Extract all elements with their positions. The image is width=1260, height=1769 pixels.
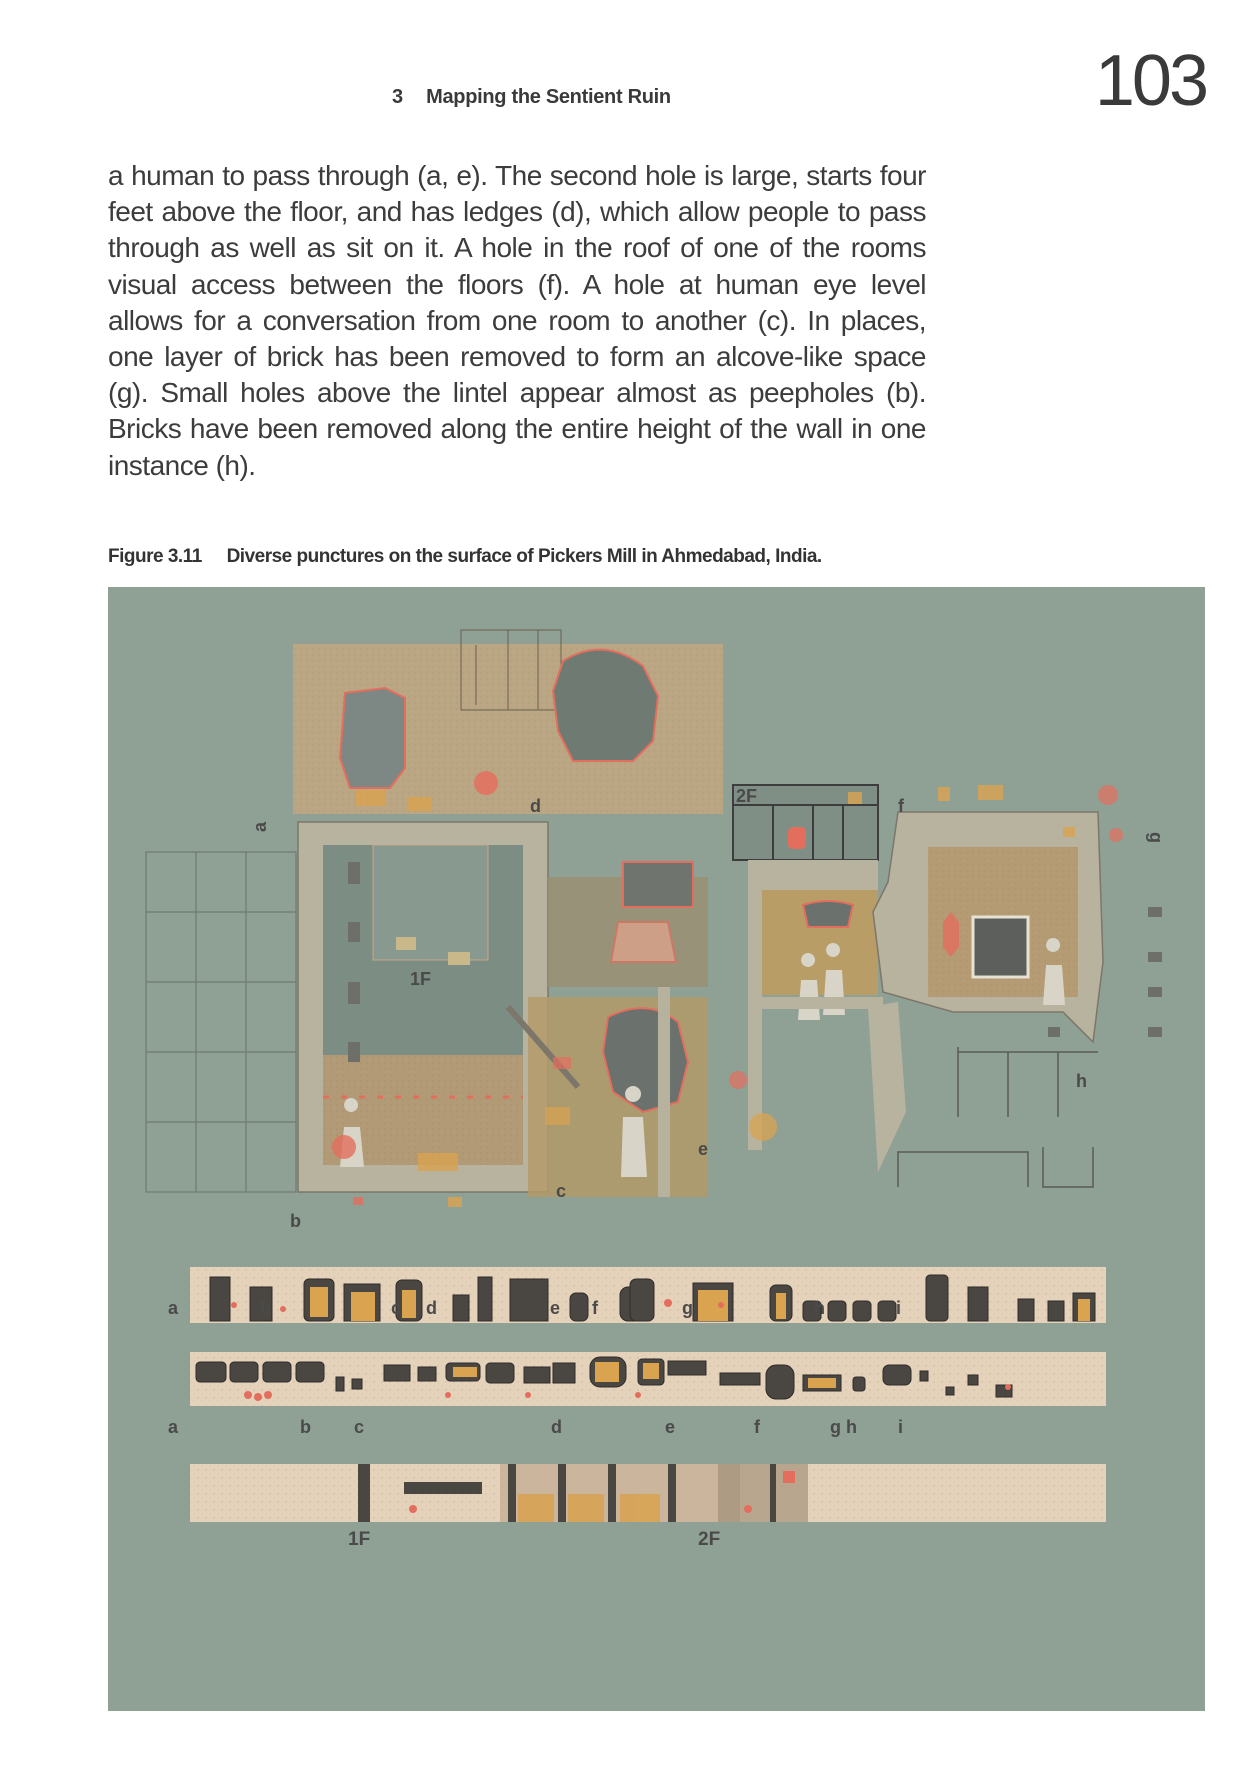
plan-label-c: c	[556, 1181, 567, 1201]
strip-2-tick-h: h	[846, 1417, 857, 1437]
plan-label-e: e	[698, 1139, 709, 1159]
elevation-strip-1	[190, 1267, 1106, 1335]
hole-photo-2	[553, 650, 658, 761]
strip-1-tick-b: b	[260, 1298, 271, 1318]
plan-label-g: g	[1146, 832, 1166, 843]
plan-label-f: f	[898, 796, 904, 816]
strip-1-tick-e: e	[550, 1298, 561, 1318]
figure-label: Figure 3.11	[108, 546, 202, 567]
strip-2-tick-f: f	[754, 1417, 760, 1437]
plan-label-2f: 2F	[736, 786, 758, 806]
strip-3-labels	[348, 1529, 720, 1550]
figure-caption	[108, 546, 822, 568]
elevation-strip-2	[190, 1352, 1106, 1406]
strip-2-tick-g: g	[830, 1417, 841, 1437]
strip-2-tick-a: a	[168, 1417, 179, 1437]
strip-1-tick-i: i	[896, 1298, 902, 1318]
strip-1-tick-a: a	[168, 1298, 179, 1318]
strip-2-tick-i: i	[898, 1417, 904, 1437]
chapter-number: 3	[392, 86, 403, 108]
grid-field	[146, 852, 296, 1192]
plan-label-1f: 1F	[410, 969, 432, 989]
figure-plan-illustration	[108, 587, 1205, 1711]
strip-2-tick-e: e	[665, 1417, 676, 1437]
strip-3-label-1f: 1F	[348, 1529, 371, 1550]
elevation-strip-3	[190, 1464, 1106, 1522]
strip-1-tick-f: f	[592, 1298, 598, 1318]
plan-label-h: h	[1076, 1071, 1087, 1091]
strip-2-tick-d: d	[551, 1417, 562, 1437]
strip-1-tick-c: c	[391, 1298, 402, 1318]
strip-2-labels	[168, 1417, 903, 1437]
building-right	[873, 812, 1103, 1187]
figure-svg	[108, 587, 1205, 1711]
floor-plan	[146, 630, 1166, 1231]
body-paragraph: a human to pass through (a, e). The second hole is large, starts four feet above the floor, and has ledges (d), which allow people to pass through as well as sit on it. A hole in the roof of one of the rooms visual access between the floors (f). A hole at human eye level allows for a conversation from one room to another (c). In places, one layer of brick has been removed to form an alcove-like space (g). Small holes above the lintel appear almost as peepholes (b). Bricks have been removed along the entire height of the wall in one instance (h).	[108, 160, 926, 481]
page-number: 103	[1094, 41, 1206, 121]
strip-3-label-2f: 2F	[698, 1529, 721, 1550]
plan-label-a: a	[250, 821, 270, 832]
strip-2-tick-c: c	[354, 1417, 365, 1437]
running-head	[392, 86, 671, 109]
chapter-title: Mapping the Sentient Ruin	[426, 86, 671, 108]
strip-2-tick-b: b	[300, 1417, 311, 1437]
plan-label-b: b	[290, 1211, 301, 1231]
strip-1-tick-g: g	[682, 1298, 693, 1318]
strip-1-tick-h: h	[814, 1298, 825, 1318]
figure-caption-text: Diverse punctures on the surface of Pickers Mill in Ahmedabad, India.	[226, 546, 822, 567]
strip-1-tick-d: d	[426, 1298, 437, 1318]
plan-label-d: d	[530, 796, 541, 816]
hole-photo-1	[340, 688, 405, 788]
